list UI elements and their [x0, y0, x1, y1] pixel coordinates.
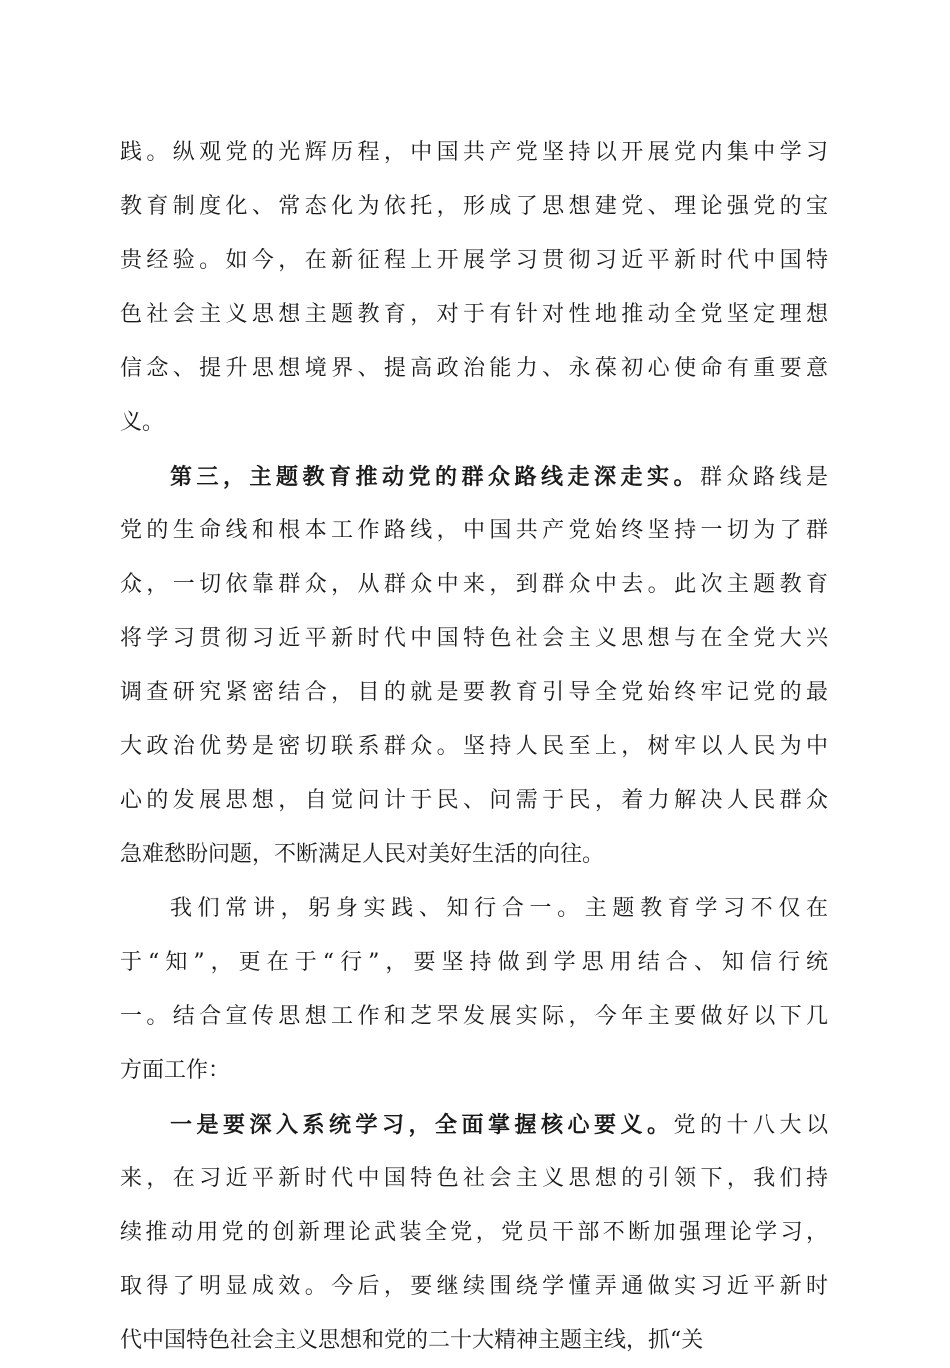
text-line	[120, 1260, 828, 1314]
body-text: 大政治优势是密切联系群众。坚持人民至上，树牢以人民为中	[120, 734, 828, 759]
body-text: 党的生命线和根本工作路线，中国共产党始终坚持一切为了群	[120, 518, 828, 543]
paragraph	[120, 126, 828, 450]
text-line	[120, 180, 828, 234]
body-text: 取得了明显成效。今后，要继续围绕学懂弄通做实习近平新时	[120, 1274, 828, 1299]
text-line	[120, 720, 828, 774]
text-line	[120, 774, 828, 828]
body-text: 色社会主义思想主题教育，对于有针对性地推动全党坚定理想	[120, 302, 828, 327]
body-text: 将学习贯彻习近平新时代中国特色社会主义思想与在全党大兴	[120, 626, 828, 651]
body-text: 急难愁盼问题，不断满足人民对美好生活的向往。	[120, 842, 605, 867]
body-text: 众，一切依靠群众，从群众中来，到群众中去。此次主题教育	[120, 572, 828, 597]
text-line	[120, 288, 828, 342]
body-text: 党的十八大以	[673, 1113, 828, 1138]
text-line	[120, 1314, 828, 1368]
body-text: 于“知”，更在于“行”，要坚持做到学思用结合、知信行统	[120, 950, 828, 975]
text-line	[120, 1152, 828, 1206]
text-line	[120, 396, 828, 450]
text-line	[120, 612, 828, 666]
body-text: 续推动用党的创新理论武装全党，党员干部不断加强理论学习，	[120, 1220, 828, 1245]
text-line	[120, 1098, 828, 1152]
text-line	[120, 666, 828, 720]
body-text: 教育制度化、常态化为依托，形成了思想建党、理论强党的宝	[120, 194, 828, 219]
text-line	[120, 126, 828, 180]
body-text: 义。	[120, 410, 165, 435]
bold-heading-text: 一是要深入系统学习，全面掌握核心要义。	[170, 1112, 674, 1138]
body-text: 心的发展思想，自觉问计于民、问需于民，着力解决人民群众	[120, 788, 828, 813]
body-text: 信念、提升思想境界、提高政治能力、永葆初心使命有重要意	[120, 356, 828, 381]
body-text: 方面工作：	[120, 1058, 231, 1083]
paragraph	[120, 450, 828, 882]
text-line	[120, 828, 828, 882]
body-text: 来，在习近平新时代中国特色社会主义思想的引领下，我们持	[120, 1166, 828, 1191]
text-line	[120, 936, 828, 990]
body-text: 一。结合宣传思想工作和芝罘发展实际，今年主要做好以下几	[120, 1004, 828, 1029]
text-line	[120, 234, 828, 288]
body-text: 践。纵观党的光辉历程，中国共产党坚持以开展党内集中学习	[120, 140, 828, 165]
text-line	[120, 450, 828, 504]
body-text: 调查研究紧密结合，目的就是要教育引导全党始终牢记党的最	[120, 680, 828, 705]
body-text: 我们常讲，躬身实践、知行合一。主题教育学习不仅在	[170, 896, 828, 921]
text-line	[120, 558, 828, 612]
text-line	[120, 882, 828, 936]
body-text: 贵经验。如今，在新征程上开展学习贯彻习近平新时代中国特	[120, 248, 828, 273]
text-line	[120, 504, 828, 558]
text-line	[120, 1044, 828, 1098]
document-body	[120, 126, 828, 1368]
paragraph	[120, 882, 828, 1098]
bold-heading-text: 第三，主题教育推动党的群众路线走深走实。	[170, 464, 700, 490]
body-text: 群众路线是	[699, 465, 828, 490]
text-line	[120, 990, 828, 1044]
text-line	[120, 342, 828, 396]
paragraph	[120, 1098, 828, 1368]
text-line	[120, 1206, 828, 1260]
body-text: 代中国特色社会主义思想和党的二十大精神主题主线，抓“关	[120, 1328, 704, 1353]
